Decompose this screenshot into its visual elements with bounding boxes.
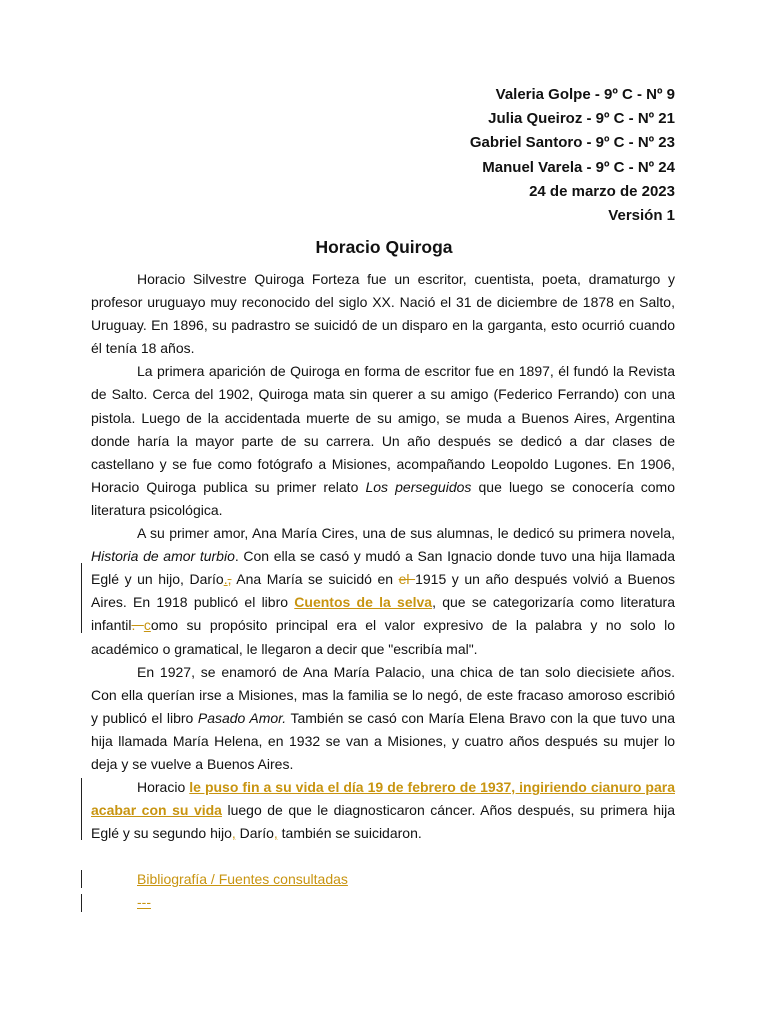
- tracked-insertion[interactable]: .: [223, 571, 228, 588]
- book-title: Pasado Amor.: [197, 709, 287, 726]
- change-bar: [81, 563, 82, 633]
- document-body: [91, 268, 675, 845]
- text-run: , que se categorizaría como literatura infantil: [91, 594, 675, 634]
- paragraph-1: Horacio Silvestre Quiroga Forteza fue un escritor, cuentista, poeta, dramaturgo y profesor uruguayo muy reconocido del siglo XX. Nació el 31 de diciembre de 1878 en Salto, Uruguay. En 1896, su padrastro se suicidó de un disparo en la garganta, esto ocurrió cuando él tenía 18 años.: [91, 271, 675, 357]
- change-bar: [81, 778, 82, 840]
- author-line: Valeria Golpe - 9º C - Nº 9: [495, 86, 675, 103]
- text-run: En 1927, se enamoró de Ana María Palacio, una chica de tan solo diecisiete años. Con ella querían irse a Misiones, mas la familia se lo negó, de este fracaso amoroso escribió y publicó el libro: [91, 663, 675, 726]
- text-run: luego de que le diagnosticaron cáncer. Años después, su primera hija Eglé y su segundo hijo: [91, 802, 676, 842]
- tracked-insertion[interactable]: c: [143, 617, 151, 634]
- tracked-insertion[interactable]: ,: [231, 825, 236, 842]
- text-run: Ana María se suicidó en: [231, 571, 399, 588]
- tracked-insertion[interactable]: le puso fin a su vida el día 19 de febrero de 1937, ingiriendo cianuro para acabar con su vida: [91, 779, 675, 819]
- change-bar: [81, 870, 82, 888]
- author-line: Julia Queiroz - 9º C - Nº 21: [488, 110, 675, 128]
- tracked-insertion[interactable]: Cuentos de la selva: [294, 594, 433, 611]
- text-run: omo su propósito principal era el valor expresivo de la palabra y no solo lo académico o gramatical, le llegaron a decir que "escribía mal".: [91, 617, 676, 657]
- text-run: Darío: [235, 825, 274, 842]
- paragraph-3: [91, 522, 675, 661]
- text-run: también se suicidaron.: [277, 825, 422, 842]
- change-bar: [81, 894, 82, 912]
- paragraph-5: [91, 776, 675, 845]
- author-header: [470, 83, 675, 228]
- text-run: A su primer amor, Ana María Cires, una de sus alumnas, le dedicó su primera novela,: [137, 525, 675, 542]
- author-line: Manuel Varela - 9º C - Nº 24: [482, 158, 675, 176]
- document-date: 24 de marzo de 2023: [529, 182, 675, 200]
- paragraph-2: [91, 360, 675, 522]
- text-run: La primera aparición de Quiroga en forma de escritor fue en 1897, él fundó la Revista de Salto. Cerca del 1902, Quiroga mata sin querer a su amigo (Federico Ferrando) con una pistola. Luego de la accidentada muerte de su amigo, se muda a Buenos Aires, Argentina donde haría la mayor parte de su carrera. Un año después se dedicó a dar clases de castellano y se fue como fotógrafo a Misiones, acompañando Leopoldo Lugones. En 1906, Horacio Quiroga publica su primer relato: [91, 363, 675, 495]
- text-run: que luego se conocería como literatura psicológica.: [91, 478, 675, 518]
- tracked-deletion[interactable]: .: [131, 617, 144, 634]
- text-run: Horacio: [137, 779, 190, 796]
- bibliography-section: [137, 868, 348, 914]
- novel-title: Historia de amor turbio: [91, 548, 235, 565]
- text-run: 1915 y un año después volvió a Buenos Aires.: [91, 571, 675, 611]
- paragraph-4: [91, 661, 675, 776]
- book-title: Los perseguidos: [365, 478, 472, 495]
- bibliography-heading[interactable]: Bibliografía / Fuentes consultadas: [137, 871, 348, 887]
- text-run: También se casó con María Elena Bravo con la que tuvo una hija llamada María Helena, en 1932 se van a Misiones, y cuatro años después su mujer lo deja y se vuelve a Buenos Aires.: [91, 709, 676, 772]
- text-run: En 1918 publicó el libro: [133, 594, 295, 611]
- bibliography-placeholder[interactable]: ---: [137, 894, 151, 910]
- text-run: . Con ella se casó y mudó a San Ignacio donde tuvo una hija llamada Eglé y un hijo, Darío: [91, 548, 675, 588]
- tracked-insertion[interactable]: ,: [273, 825, 278, 842]
- author-line: Gabriel Santoro - 9º C - Nº 23: [469, 134, 675, 152]
- tracked-deletion[interactable]: ,: [227, 571, 232, 588]
- tracked-deletion[interactable]: el: [398, 571, 416, 588]
- document-title: Horacio Quiroga: [315, 237, 453, 257]
- document-version: Versión 1: [608, 207, 675, 225]
